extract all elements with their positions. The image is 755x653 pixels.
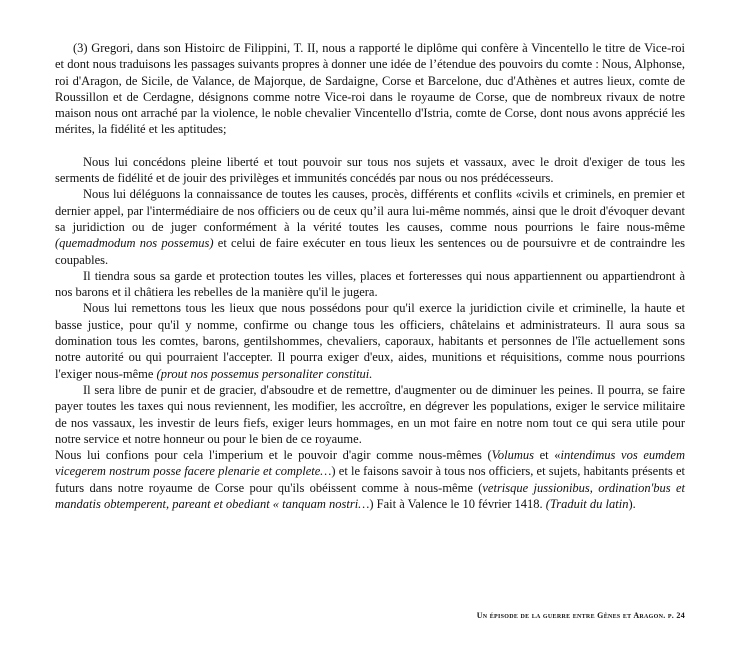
text-run: ). [628,497,636,512]
text-run: Nous lui déléguons la connaissance de toutes les causes, procès, différents et conflits «civils et criminels, en premier et dernier appel, par l'intermédiaire de nos officiers ou de ceux qu’il aura lui-même nommés, ainsi que le droit d'évoquer devant sa juridiction ou de juger conformément à la vérité toutes les causes, comme nous pourrions le faire nous-même [55,187,685,234]
text-run: Nous lui remettons tous les lieux que nous possédons pour qu'il exerce la juridiction civile et criminelle, la haute et basse justice, pour qu'il y nomme, confirme ou change tous les officiers, châtelains et administrateurs. Il aura sous sa domination tous les comtes, barons, gentilshommes, chevaliers, caporaux, habitants et personnes de l'île actuellement sons notre autorité ou qui pourraient l'accepter. Il pourra exiger d'eux, aides, munitions et réquisitions, comme nous pourrions l'exiger nous-même [55,301,685,381]
body-paragraph-5 [55,382,685,447]
italic-run: (Traduit du latin [545,497,629,512]
italic-run: vetrisque jussionibus, ordination'bus et mandatis obtemperent, pareant et obediant « tanquam nostri… [55,480,685,512]
italic-run: Volumus [491,448,534,463]
text-run: et celui de faire exécuter en tous lieux les sentences ou de poursuivre et de contraindre les coupables. [55,236,685,267]
italic-run: intendimus vos eumdem vicegerem nostrum posse facere plenarie et complete… [55,448,685,479]
text-run: ) et le faisons savoir à tous nos officiers, et sujets, habitants présents et futurs dans notre royaume de Corse pour qu'ils obéissent comme à nous-même ( [55,464,685,495]
text-run: (3) Gregori, dans son Histoirc de Filippini, T. II, nous a rapporté le diplôme qui confère à Vincentello le titre de Vice-roi et dont nous traduisons les passages suivants propres à donner une idée de l’étendue des pouvoirs du comte : Nous, Alphonse, roi d'Aragon, de Sicile, de Valance, de Majorque, de Sardaigne, Corse et Barcelone, duc d'Athènes et autres lieux, comte de Roussillon et de Cerdagne, désignons comme notre Vice-roi dans le royaume de Corse, que de nombreux rivaux de notre maison nous ont arraché par la violence, le noble chevalier Vincentello d'Istria, comte de Corse, dont nous avons apprécié les mérites, la fidélité et les aptitudes; [55,41,685,137]
text-run: Il sera libre de punir et de gracier, d'absoudre et de remettre, d'augmenter ou de diminuer les peines. Il pourra, se faire payer toutes les taxes qui nous reviennent, les modifier, les accroître, en dégrever les populations, exiger le service militaire de nos vassaux, les investir de leurs fiefs, exiger leurs hommages, en un mot faire en notre nom tout ce qui sera utile pour notre service et notre honneur ou pour le bien de ce royaume. [55,382,685,446]
text-run: et « [534,448,561,463]
body-paragraph-3 [55,268,685,301]
body-paragraph-4 [55,300,685,381]
body-paragraph-1 [55,154,685,187]
italic-run: (quemadmodum nos possemus) [55,236,214,251]
text-run: ) Fait à Valence le 10 février 1418. [369,497,546,512]
body-paragraph-6 [55,447,685,512]
text-run: Nous lui confions pour cela l'imperium et le pouvoir d'agir comme nous-mêmes ( [55,448,492,463]
page-caption: Un épisode de la guerre entre Gênes et Aragon. p. 24 [476,611,685,620]
italic-run: (prout nos possemus personaliter constitui. [156,366,373,381]
text-run: Il tiendra sous sa garde et protection toutes les villes, places et forteresses qui nous appartiennent ou appartiendront à nos barons et il châtiera les rebelles de la manière qu'il le jugera. [55,268,685,300]
body-paragraph-2 [55,186,685,267]
footnote-paragraph [55,40,685,138]
text-run: Nous lui concédons pleine liberté et tout pouvoir sur tous nos sujets et vassaux, avec le droit d'exiger de tous les serments de fidélité et de jouir des privilèges et immunités concédés par nous ou nos prédécesseurs. [55,154,685,186]
document-body [55,40,685,512]
